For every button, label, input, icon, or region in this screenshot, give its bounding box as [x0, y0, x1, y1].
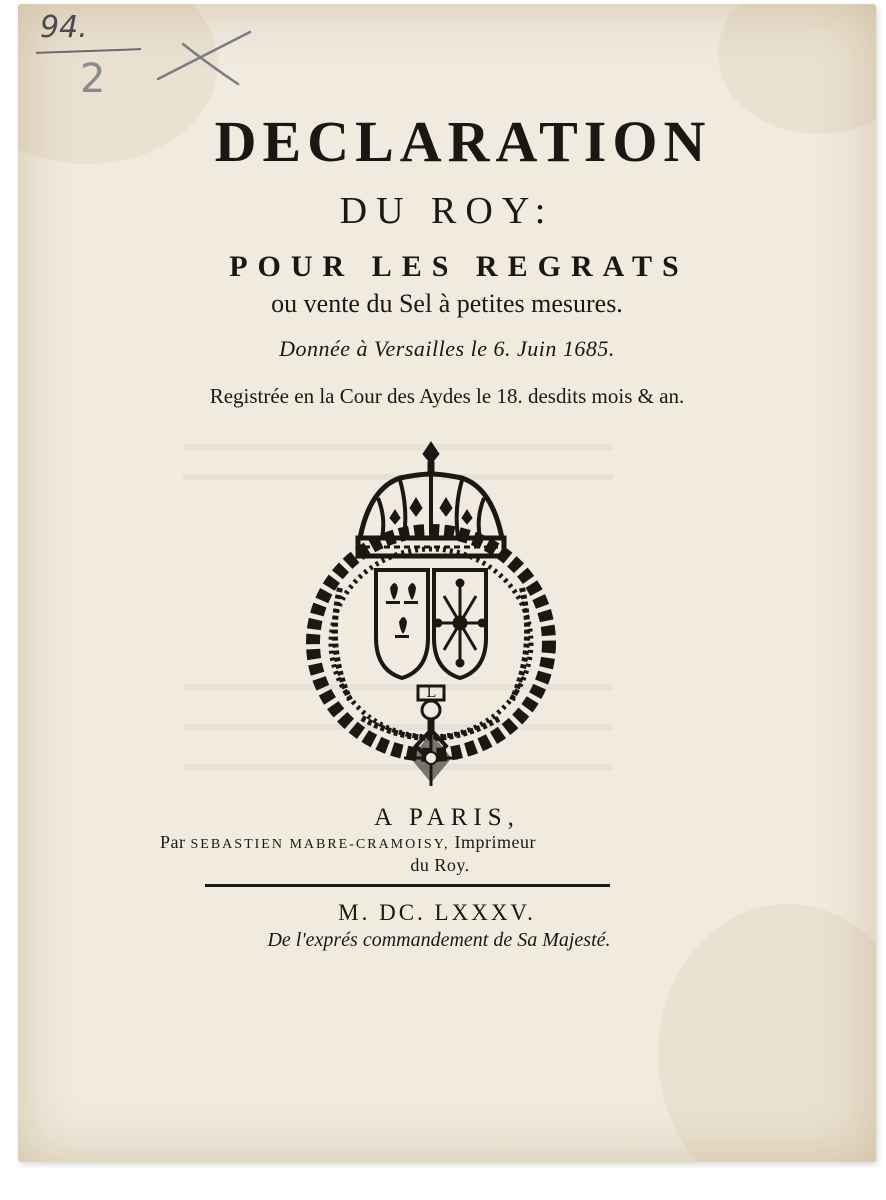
command-line: De l'exprés commandement de Sa Majesté. — [267, 929, 611, 951]
divider-rule — [205, 884, 610, 887]
pencil-cross-icon — [138, 24, 258, 104]
printer-line-2: du Roy. — [410, 855, 470, 875]
printer-credit — [160, 832, 700, 876]
handwritten-pencil-mark: 2 — [80, 56, 106, 102]
handwritten-number: 94. — [40, 10, 88, 45]
printer-prefix: Par — [160, 832, 186, 852]
document-page — [18, 4, 876, 1162]
subject-description: ou vente du Sel à petites mesures. — [271, 289, 623, 318]
date-line: Donnée à Versailles le 6. Juin 1685. — [279, 336, 615, 361]
document-subtitle: DU ROY: — [339, 190, 555, 232]
document-title: DECLARATION — [214, 109, 712, 174]
registration-line: Registrée en la Cour des Aydes le 18. desdits mois & an. — [209, 384, 685, 408]
svg-text:L: L — [426, 685, 436, 701]
royal-coat-of-arms-icon — [300, 438, 562, 788]
printer-title: Imprimeur — [454, 832, 536, 852]
subject-heading: POUR LES REGRATS — [229, 250, 689, 283]
printer-name: SEBASTIEN MABRE-CRAMOISY, — [190, 837, 450, 852]
publication-year: M. DC. LXXXV. — [338, 900, 536, 925]
printer-line — [160, 832, 700, 855]
imprint-city: A PARIS, — [374, 804, 520, 831]
handwritten-underline — [36, 48, 141, 54]
